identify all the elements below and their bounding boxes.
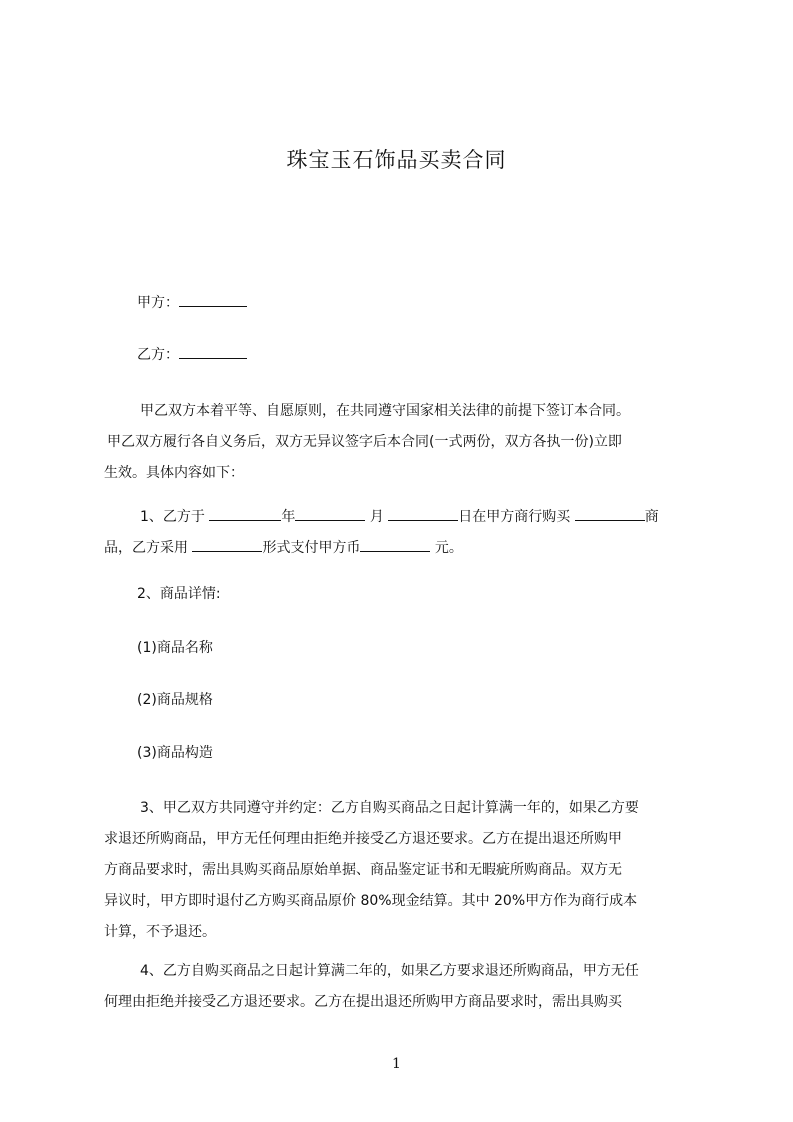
clause-4 xyxy=(104,956,704,1018)
clause-1-text: 日在甲方商行购买 xyxy=(458,509,571,525)
clause-1-text: 年 xyxy=(281,509,296,525)
clause-4-line: 4、乙方自购买商品之日起计算满二年的，如果乙方要求退还所购商品，甲方无任 xyxy=(140,963,639,979)
intro-paragraph xyxy=(104,396,704,489)
amount-blank xyxy=(360,537,430,552)
clause-4-line: 何理由拒绝并接受乙方退还要求。乙方在提出退还所购甲方商品要求时，需出具购买 xyxy=(104,994,622,1010)
intro-line: 生效。具体内容如下： xyxy=(104,465,244,481)
clause-3 xyxy=(104,793,704,948)
clause-1-text: 形式支付甲方币 xyxy=(262,540,361,556)
intro-line: 甲乙双方本着平等、自愿原则，在共同遵守国家相关法律的前提下签订本合同。 xyxy=(140,403,630,419)
party-a-line xyxy=(137,292,247,313)
party-b-label: 乙方： xyxy=(137,347,179,363)
clause-1-text: 商 xyxy=(644,509,659,525)
clause-3-line: 求退还所购商品，甲方无任何理由拒绝并接受乙方退还要求。乙方在提出退还所购甲 xyxy=(104,831,622,847)
clause-2-heading: 2、商品详情: xyxy=(137,586,221,602)
clause-1-row-1 xyxy=(104,502,704,533)
clause-1-row-2 xyxy=(104,533,704,564)
day-blank xyxy=(388,506,458,521)
clause-3-line: 异议时，甲方即时退付乙方购买商品原价 80%现金结算。其中 20%甲方作为商行成本 xyxy=(104,893,638,909)
clause-1-text: 元。 xyxy=(434,540,463,556)
payment-form-blank xyxy=(192,537,262,552)
intro-line: 甲乙双方履行各自义务后，双方无异议签字后本合同(一式两份，双方各执一份)立即 xyxy=(107,434,622,450)
clause-1-text: 1、乙方于 xyxy=(140,509,205,525)
detail-item-spec: (2)商品规格 xyxy=(137,692,213,708)
party-a-blank xyxy=(179,292,247,307)
detail-item-name: (1)商品名称 xyxy=(137,640,213,656)
detail-item-structure: (3)商品构造 xyxy=(137,745,213,761)
clause-3-line: 计算，不予退还。 xyxy=(104,924,216,940)
goods-blank xyxy=(575,506,645,521)
clause-1-text: 月 xyxy=(369,509,384,525)
party-b-blank xyxy=(179,344,247,359)
page-number: 1 xyxy=(392,1056,401,1072)
clause-3-line: 方商品要求时，需出具购买商品原始单据、商品鉴定证书和无暇疵所购商品。双方无 xyxy=(104,862,622,878)
year-blank xyxy=(209,506,281,521)
party-a-label: 甲方： xyxy=(137,295,179,311)
contract-title: 珠宝玉石饰品买卖合同 xyxy=(286,148,507,172)
party-b-line xyxy=(137,344,247,365)
month-blank xyxy=(295,506,365,521)
clause-1 xyxy=(104,502,704,564)
clause-1-text: 品，乙方采用 xyxy=(104,540,188,556)
clause-3-line: 3、甲乙双方共同遵守并约定：乙方自购买商品之日起计算满一年的，如果乙方要 xyxy=(140,800,639,816)
